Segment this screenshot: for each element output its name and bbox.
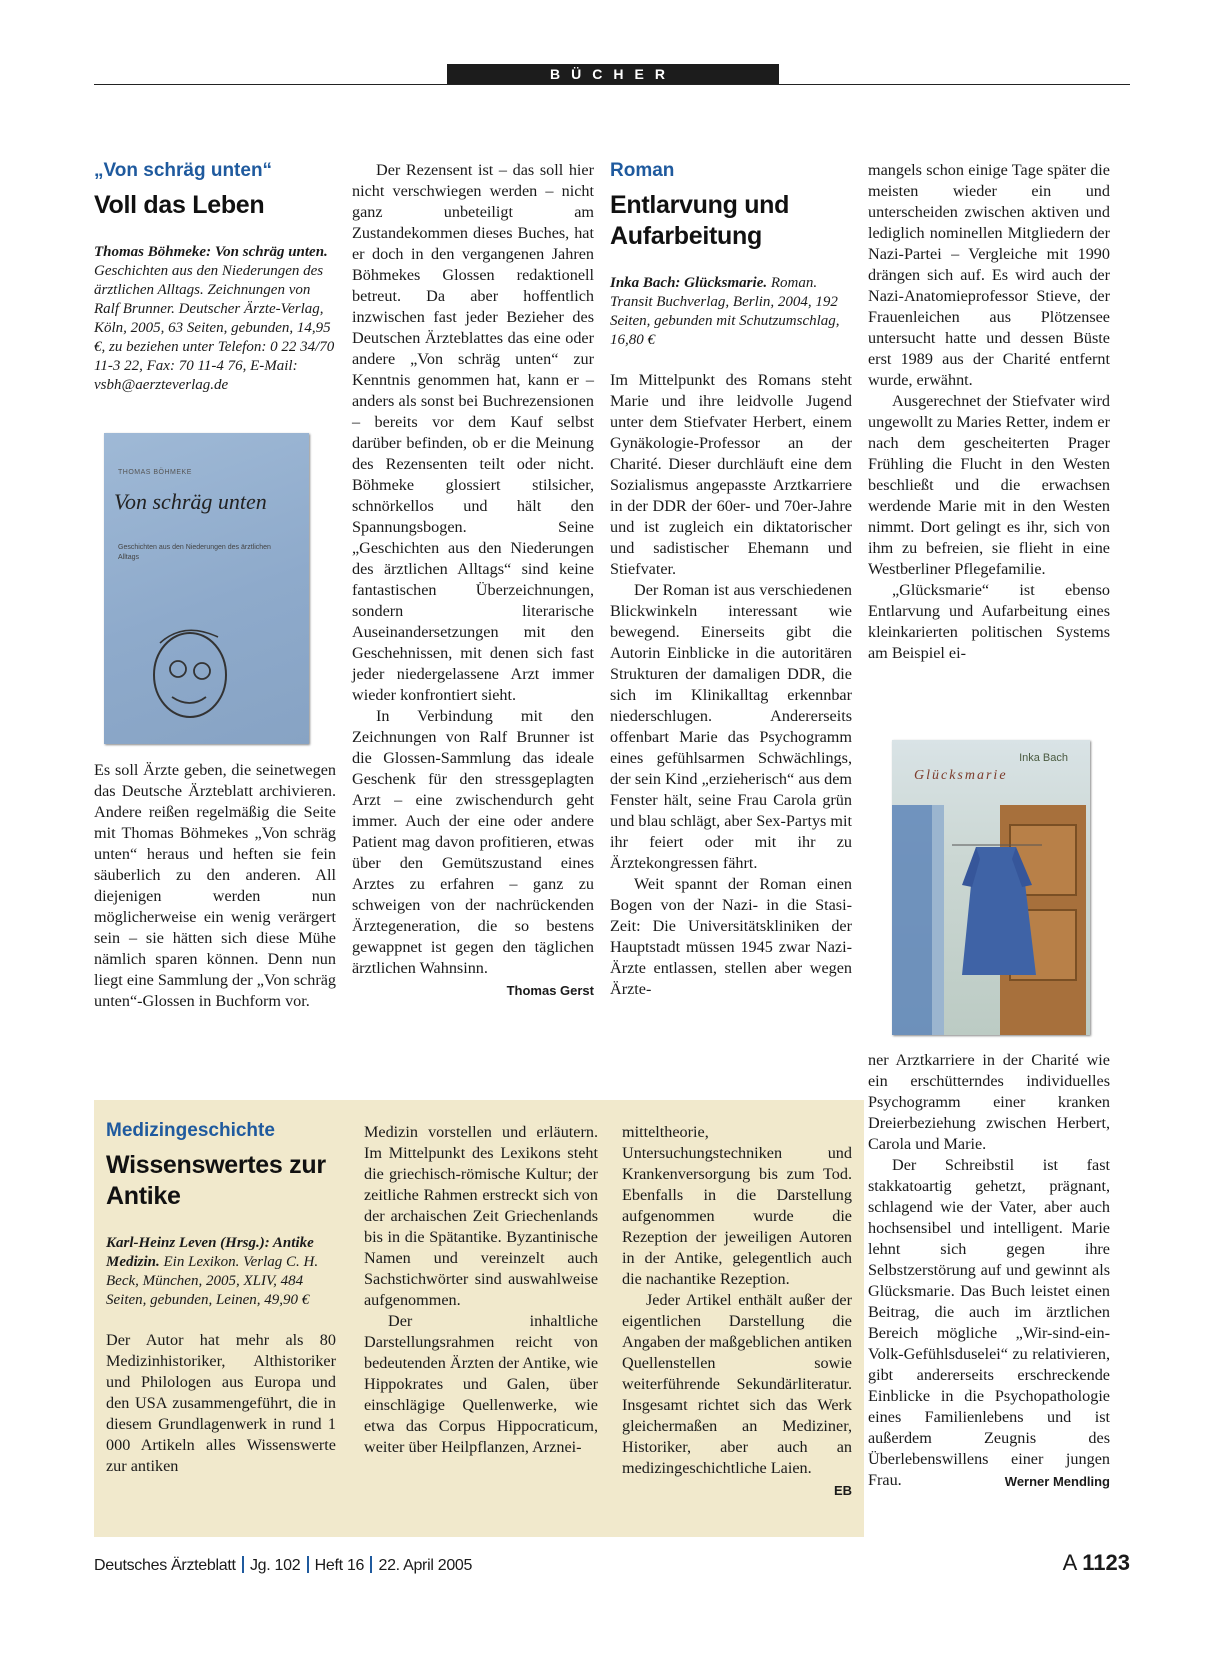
article2-col3-body [610, 370, 852, 1000]
article2-biblio [610, 274, 852, 350]
article2-biblio-rest: Roman. Transit Buchverlag, Berlin, 2004, 192 Seiten, gebunden mit Schutzumschlag, 16,80 € [610, 275, 840, 348]
article2-biblio-lead: Inka Bach: Glücksmarie. [610, 275, 768, 291]
article3-title: Wissenswertes zur Antike [106, 1151, 326, 1210]
article1-biblio-rest: Geschichten aus den Niederungen des ärztlichen Alltags. Zeichnungen von Ralf Brunner. Deutscher Ärzte-Verlag, Köln, 2005, 63 Seiten, gebunden, 14,95 €, zu beziehen unter Telefon: 0 22 34/70 11-3 22, Fax: 70 11-4 76, E-Mail: vsbh@aerzteverlag.de [94, 263, 335, 393]
article3-col3-p1: mitteltheorie, Untersuchungstechniken und Krankenversorgung bis zum Tod. Ebenfalls in die Darstellung aufgenommen wurde die Rezeption der jeweiligen Autoren in der Antike, gelegentlich auch die nachantike Rezeption. [622, 1123, 852, 1288]
cover1-sketch-icon [132, 613, 252, 733]
article1-kicker: „Von schräg unten“ [94, 160, 273, 181]
article1-col2-p2 [352, 706, 594, 998]
book-cover-von-schraeg-unten [104, 433, 309, 744]
article2-col4-bottom-p2-text: Der Schreibstil ist fast stakkatoartig gehetzt, prägnant, schlagend wie der Vater, aber auch hochsensibel und intelligent. Marie lehnt sich gegen ihre Selbstzerstörung auf und gewinnt als Glücksmarie. Das Buch leistet einen Beitrag, die auch im ärztlichen Bereich mögliche „Wir-sind-ein-Volk-Gefühlsduselei“ zu relativieren, gibt andererseits erschreckende Einblicke in die Psychopathologie eines Familienlebens und ist außerdem Zeugnis des Überlebenswillens einer jungen Frau. [868, 1156, 1110, 1489]
article1-author: Thomas Gerst [506, 983, 594, 998]
cover1-subtitle: Geschichten aus den Niederungen des ärztlichen Alltags [118, 544, 271, 561]
cover1-publisher: THOMAS BÖHMEKE [118, 469, 192, 476]
cover1-title: Von schräg unten [114, 489, 267, 514]
cover2-window-dress-icon [892, 775, 1090, 1035]
article2-title: Entlarvung und Aufarbeitung [610, 191, 790, 250]
article1-biblio-lead: Thomas Böhmeke: Von schräg unten. [94, 244, 328, 260]
article1-col2 [352, 160, 594, 1001]
footer-divider [307, 1556, 309, 1573]
article2-author: Werner Mendling [1004, 1474, 1110, 1489]
article3-col1-p: Der Autor hat mehr als 80 Medizinhistoriker, Althistoriker und Philologen aus Europa und den USA zusammengeführt, die in diesem Grundlagenwerk in rund 1 000 Artikeln alles Wissenswerte zur antiken [106, 1331, 336, 1475]
cover2-author: Inka Bach [1019, 752, 1068, 764]
footer-date: 22. April 2005 [378, 1557, 473, 1574]
section-header: BÜCHER [447, 64, 779, 85]
article2-col4-bottom-p2 [868, 1155, 1110, 1491]
article2-col3-p3: Weit spannt der Roman einen Bogen von der Nazi- in die Stasi-Zeit: Die Universitätskliniken der Hauptstadt müssen 1945 zwar Nazi-Ärzte entlassen, stellen aber wegen Ärzte- [610, 875, 852, 998]
footer-journal: Deutsches Ärzteblatt [94, 1557, 236, 1574]
article2-col4-bottom-p1: ner Arztkarriere in der Charité wie ein erschütterndes individuelles Psychogramm einer kranken Dreierbeziehung zwischen Herbert, Carola und Marie. [868, 1051, 1110, 1153]
page-prefix: A [1062, 1550, 1077, 1575]
article2-col3 [610, 160, 852, 1000]
article2-col3-p1: Im Mittelpunkt des Romans steht Marie und ihre leidvolle Jugend unter dem Stiefvater Herbert, einem Gynäkologie-Professor an der Charité. Dieser durchläuft eine dem Sozialismus angepasste Arztkarriere in der DDR der 60er- und 70er-Jahre und ist zugleich ein diktatorischer und sadistischer Ehemann und Stiefvater. [610, 371, 852, 578]
article3-biblio-rest: Ein Lexikon. Verlag C. H. Beck, München, 2005, XLIV, 484 Seiten, gebunden, Leinen, 49,90 € [106, 1254, 319, 1308]
footer-divider [242, 1556, 244, 1573]
page-number [1063, 1550, 1130, 1576]
article1-col2-p1: Der Rezensent ist – das soll hier nicht verschwiegen werden – nicht ganz unbeteiligt am Zustandekommen dieses Buches, hat er doch in den vergangenen Jahren Böhmekes Glossen redaktionell betreut. Da aber hoffentlich inzwischen fast jeder Bezieher des Deutschen Ärzteblattes das eine oder andere „Von schräg unten“ zur Kenntnis genommen hat, kann er – anders als sonst bei Buchrezensionen – bereits vor dem Kauf selbst darüber befinden, ob er die Meinung des Rezensenten teilt oder nicht. Böhmeke glossiert stilsicher, schnörkellos und hält den Spannungsbogen. Seine „Geschichten aus den Niederungen des ärztlichen Alltags“ sind keine fantastischen Überzeichnungen, sondern literarische Auseinandersetzungen mit den Geschehnissen, mit denen sich fast jeder niedergelassene Arzt immer wieder konfrontiert sieht. [352, 161, 594, 704]
article3-biblio-lead: Karl-Heinz Leven (Hrsg.): Antike Medizin. [106, 1235, 314, 1270]
article3-col1 [106, 1120, 336, 1477]
header-rule [94, 84, 1130, 85]
article1-col2-p2-text: In Verbindung mit den Zeichnungen von Ralf Brunner ist die Glossen-Sammlung das ideale Geschenk für den stressgeplagten Arzt – eine zwischendurch geht immer. Auch der eine oder andere Patient mag davon profitieren, etwas über den Gemütszustand eines Arztes zu erfahren – ganz zu schweigen von der nachrückenden Ärztegeneration, die so bestens gewappnet ist gegen den täglichen ärztlichen Wahnsinn. [352, 707, 594, 977]
article1-col1-body [94, 760, 336, 1012]
article1-col1 [94, 160, 336, 415]
article3-box [94, 1100, 864, 1537]
article3-biblio [106, 1234, 336, 1310]
article2-col4-top [868, 160, 1110, 664]
article3-col3-p2 [622, 1290, 852, 1498]
footer-journal-line [94, 1556, 472, 1575]
article1-biblio [94, 243, 336, 395]
article3-col2-p2: Der inhaltliche Darstellungsrahmen reicht von bedeutenden Ärzten der Antike, wie Hippokrates und Galen, über einschlägige Quellenwerke, wie etwa das Corpus Hippocraticum, weiter über Heilpflanzen, Arznei- [364, 1312, 598, 1456]
footer-divider [370, 1556, 372, 1573]
article3-col3-p2-text: Jeder Artikel enthält außer der eigentlichen Darstellung die Angaben der maßgeblichen antiken Quellenstellen sowie weiterführende Sekundärliteratur. Insgesamt richtet sich das Werk gleichermaßen an Mediziner, Historiker, aber auch an medizingeschichtliche Laien. [622, 1291, 852, 1477]
article3-col3 [622, 1122, 852, 1501]
article2-col4-bottom [868, 1050, 1110, 1492]
article3-author: EB [833, 1483, 852, 1498]
article3-col1-body [106, 1330, 336, 1477]
footer-issue: Heft 16 [314, 1557, 365, 1574]
article2-kicker: Roman [610, 160, 675, 181]
article2-col3-p2: Der Roman ist aus verschiedenen Blickwinkeln interessant wie bewegend. Einerseits gibt die Autorin Einblicke in die autoritären Strukturen der damaligen DDR, die sich im Klinikalltag erkennbar niederschlugen. Andererseits offenbart Marie das Psychogramm eines gefühlsarmen Schwächlings, der sein Kind „erzieherisch“ aus dem Fenster hält, seine Frau Carola grün und blau schlägt, aber Sex-Partys mit ihr feiert oder mit ihr zu Ärztekongressen fährt. [610, 581, 852, 872]
article1-title: Voll das Leben [94, 191, 265, 219]
book-cover-gluecksmarie [892, 740, 1090, 1035]
footer-volume: Jg. 102 [249, 1557, 301, 1574]
article2-col4-p2: Ausgerechnet der Stiefvater wird ungewollt zu Maries Retter, indem er nach dem gescheiterten Prager Frühling die Flucht in den Westen beschließt und die erwachsen werdende Marie mit in den Westen nimmt. Dort gelingt es ihr, sich von ihm zu befreien, sie flieht in eine Westberliner Pflegefamilie. [868, 392, 1110, 578]
page-number-value: 1123 [1082, 1550, 1130, 1575]
article3-col2-p1: Medizin vorstellen und erläutern. Im Mittelpunkt des Lexikons steht die griechisch-römische Kultur; der zeitliche Rahmen erstreckt sich von der archaischen Zeit Griechenlands bis in die Spätantike. Byzantinische Namen und vereinzelt auch Sachstichwörter sind auswahlweise aufgenommen. [364, 1123, 598, 1309]
article3-col2 [364, 1122, 598, 1458]
article2-col4-p1: mangels schon einige Tage später die meisten wieder ein und unterscheiden zwischen aktiven und lediglich nominellen Mitgliedern der Nazi-Partei – Vergleiche mit 1990 drängen sich auf. Es wird auch der Nazi-Anatomieprofessor Stieve, der Frauenleichen aus Plötzensee untersucht hatte und dessen Büste erst 1989 aus der Charité entfernt wurde, erwähnt. [868, 161, 1110, 389]
cover2-title: Glücksmarie [914, 768, 1008, 783]
article3-kicker: Medizingeschichte [106, 1120, 275, 1141]
page-footer [94, 1550, 1130, 1580]
article1-col1-paragraph: Es soll Ärzte geben, die seinetwegen das Deutsche Ärzteblatt archivieren. Andere reißen regelmäßig die Seite mit Thomas Böhmekes „Von schräg unten“ heraus und heften sie fein säuberlich zu den anderen. All diejenigen werden nun möglicherweise ein wenig verärgert sein – sie hätten sich diese Mühe nämlich sparen können. Denn nun liegt eine Sammlung der „Von schräg unten“-Glossen in Buchform vor. [94, 761, 337, 1010]
article2-col4-p3: „Glücksmarie“ ist ebenso Entlarvung und Aufarbeitung eines kleinkarierten politischen Systems am Beispiel ei- [868, 581, 1110, 662]
